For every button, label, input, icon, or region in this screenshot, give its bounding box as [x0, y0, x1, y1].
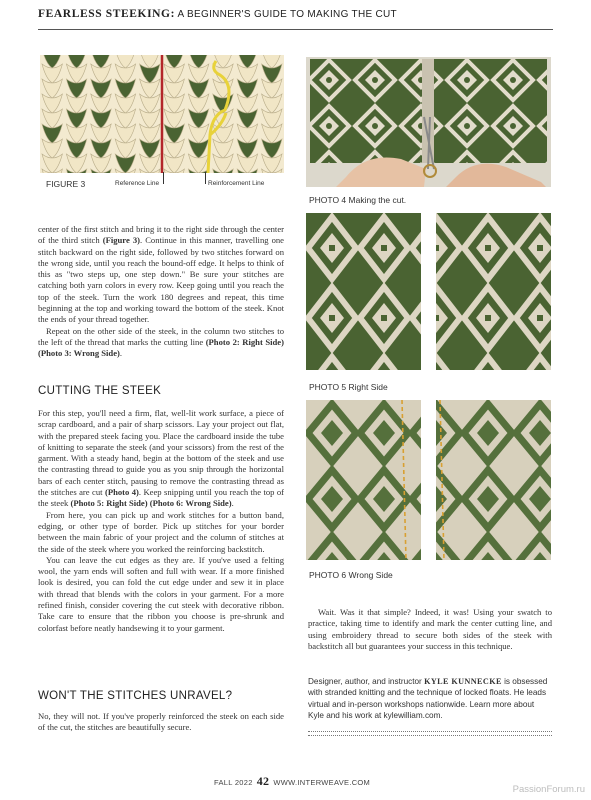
unravel-text-block	[38, 711, 284, 734]
photo-4-caption: PHOTO 4 Making the cut.	[309, 195, 407, 205]
photo-6-wrong-side	[306, 400, 551, 560]
cutting-paragraph-2: From here, you can pick up and work stitches for a button band, edging, or other type of border. Pick up stitches for your border between the main fabric of your project and the column of stitches at the side of the steek where you worked the reinforcing backstitch.	[38, 509, 284, 554]
figure-3-label: FIGURE 3	[46, 179, 86, 189]
intro-paragraph-1: center of the first stitch and bring it to the right side through the center of the third stitch (Figure 3). Continue in this manner, travelling one stitch backward on the right side, followed by two stitches forward on the wrong side, until you reach the bound-off edge. It helps to think of this as "two steps up, one step down." Be sure your stitches are catching both yarn colors in every row. Keep going until you reach the top of the steek. Turn the work 180 degrees and repeat, this time beginning at the top and working toward the bottom of the steek. Knot the ends of your thread together.	[38, 224, 284, 325]
unravel-paragraph: No, they will not. If you've properly reinforced the steek on each side of the cut, the stitches are beautifully secure.	[38, 711, 284, 733]
bio-divider	[308, 731, 552, 736]
footer-website: WWW.INTERWEAVE.COM	[273, 778, 371, 787]
intro-paragraph-2: Repeat on the other side of the steek, in the column two stitches to the left of the thread that marks the cutting line (Photo 2: Right Side) (Photo 3: Wrong Side).	[38, 325, 284, 359]
heading-cutting-the-steek: CUTTING THE STEEK	[38, 385, 162, 397]
header-rule	[38, 29, 553, 30]
reinforcement-line-label: Reinforcement Line	[208, 180, 265, 187]
figure-3-stitch-chart	[40, 55, 284, 173]
photo-5-caption: PHOTO 5 Right Side	[309, 382, 388, 392]
header-title: FEARLESS STEEKING:	[38, 8, 176, 20]
figure-3-illustration	[40, 55, 284, 173]
reference-line-label: Reference Line	[115, 180, 160, 187]
photo-6-caption: PHOTO 6 Wrong Side	[309, 570, 393, 580]
cutting-text-block	[38, 408, 284, 634]
watermark: PassionForum.ru	[512, 784, 585, 795]
heading-wont-unravel: WON'T THE STITCHES UNRAVEL?	[38, 690, 233, 702]
intro-text-block	[38, 224, 284, 360]
running-header	[38, 8, 397, 20]
cutting-paragraph-3: You can leave the cut edges as they are. If you've used a felting wool, the yarn ends will soften and full with wear. If a more finished look is desired, you can fold the cut edge under and sew it in place with thread that blends with the colors in your garment. For a more refined finish, consider covering the cut steek with decorative ribbon. Take care to ensure that the ribbon you choose is pre-shrunk and colorfast before neatly handsewing it to your garment.	[38, 554, 284, 633]
header-subtitle: A BEGINNER'S GUIDE TO MAKING THE CUT	[175, 9, 397, 20]
photo-4-making-the-cut	[306, 57, 551, 187]
page-footer	[214, 774, 370, 789]
photo-5-right-side	[306, 213, 551, 370]
closing-paragraph: Wait. Was it that simple? Indeed, it was! Using your swatch to practice, taking time to identify and mark the center cutting line, and using embroidery thread to secure both sides of the steek with backstitch all but guarantees your success in this technique.	[308, 607, 552, 651]
footer-issue: FALL 2022	[214, 778, 253, 787]
author-bio: Designer, author, and instructor KYLE KUNNECKE is obsessed with stranded knitting and the technique of locked floats. He leads virtual and in-person workshops nationwide. Learn more about Kyle and his work at kylewilliam.com.	[308, 677, 548, 720]
reinforcement-line-tick	[205, 172, 206, 184]
author-name: KYLE KUNNECKE	[424, 677, 502, 686]
cutting-paragraph-1: For this step, you'll need a firm, flat, well-lit work surface, a piece of scrap cardboard, and a pair of sharp scissors. Lay your project out flat, with the prepared steek facing you. Place the cardboard inside the tube of knitting to separate the steek (and your scissors) from the rest of the garment. With a steady hand, begin at the bottom of the steek and use the contrasting thread to guide you as you snip through the horizontal bars of each center stitch, pausing to remove the contrasting thread as the stitches are cut (Photo 4). Keep snipping until you reach the top of the steek (Photo 5: Right Side) (Photo 6: Wrong Side).	[38, 408, 285, 509]
reference-line-tick	[163, 172, 164, 184]
page-number: 42	[256, 774, 270, 788]
